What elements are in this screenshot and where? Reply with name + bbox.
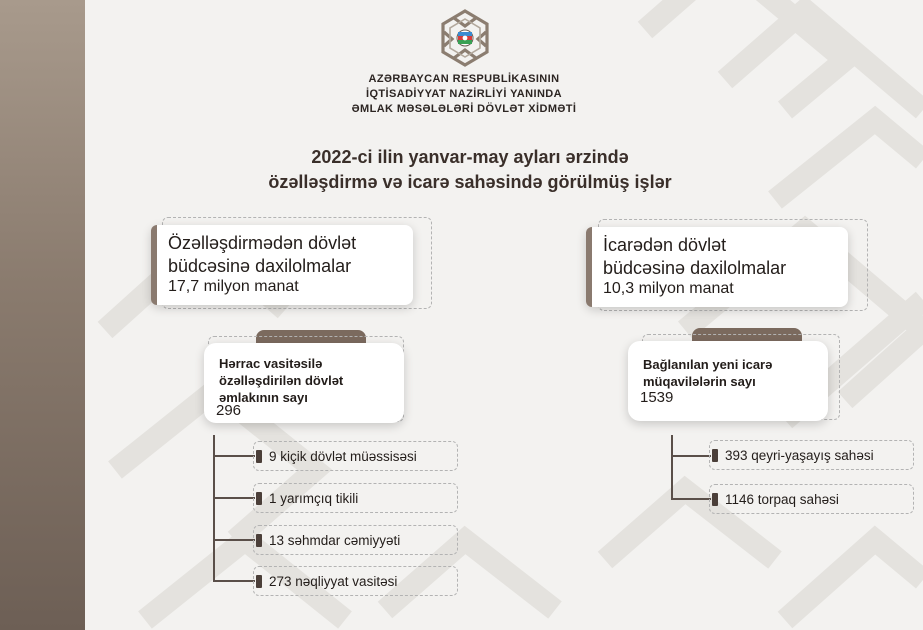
tree-branch	[213, 580, 255, 582]
lease-value: 10,3 milyon manat	[603, 280, 734, 297]
list-item	[709, 484, 914, 514]
side-band	[0, 0, 85, 630]
lease-heading-line-2: büdcəsinə daxilolmalar	[603, 258, 787, 278]
tree-branch	[671, 455, 711, 457]
tree-branch	[213, 455, 255, 457]
auction-label-line-1: Hərrac vasitəsilə	[219, 356, 323, 371]
accent-bar	[586, 227, 592, 307]
tree-connector	[213, 435, 215, 582]
bookmark-icon	[712, 493, 718, 506]
title-line-2: özəlləşdirmə və icarə sahəsində görülmüş işlər	[268, 172, 672, 192]
lease-contracts-label-line-1: Bağlanılan yeni icarə	[643, 357, 773, 372]
tree-branch	[213, 539, 255, 541]
lease-contracts-label	[643, 356, 772, 390]
tree-connector	[671, 435, 673, 500]
bookmark-icon	[712, 449, 718, 462]
lease-contracts-label-line-2: müqavilələrin sayı	[643, 374, 756, 389]
list-item	[253, 441, 458, 471]
lease-heading-line-1: İcarədən dövlət	[603, 235, 727, 255]
privatization-heading-card	[151, 225, 413, 305]
bookmark-icon	[256, 492, 262, 505]
lease-contracts-value: 1539	[640, 389, 674, 406]
list-item-label: 9 kiçik dövlət müəssisəsi	[269, 448, 417, 464]
lease-contracts-card	[628, 341, 828, 421]
list-item-label: 273 nəqliyyat vasitəsi	[269, 573, 398, 589]
list-item-label: 1146 torpaq sahəsi	[725, 491, 839, 507]
accent-bar	[151, 225, 157, 305]
tree-branch	[213, 497, 255, 499]
agency-name	[290, 72, 638, 117]
privatization-value: 17,7 milyon manat	[168, 278, 299, 295]
list-item	[253, 525, 458, 555]
auction-label-line-3: əmlakının sayı	[219, 390, 308, 405]
lease-heading-card	[586, 227, 848, 307]
list-item-label: 1 yarımçıq tikili	[269, 490, 359, 506]
page-title	[180, 145, 760, 195]
list-item-label: 13 səhmdar cəmiyyəti	[269, 532, 401, 548]
auction-value: 296	[216, 402, 242, 419]
auction-card	[204, 343, 404, 423]
list-item	[253, 483, 458, 513]
privatization-heading-line-1: Özəlləşdirmədən dövlət	[168, 233, 357, 253]
emblem-logo-icon	[434, 8, 496, 74]
lease-heading	[603, 234, 786, 280]
list-item	[253, 566, 458, 596]
tree-branch	[671, 498, 711, 500]
list-item	[709, 440, 914, 470]
bookmark-icon	[256, 450, 262, 463]
agency-line-1: AZƏRBAYCAN RESPUBLİKASININ	[368, 73, 560, 85]
auction-label	[219, 355, 343, 406]
agency-line-3: ƏMLAK MƏSƏLƏLƏRİ DÖVLƏT XİDMƏTİ	[351, 103, 577, 115]
privatization-heading	[168, 232, 356, 278]
bookmark-icon	[256, 534, 262, 547]
agency-line-2: İQTİSADİYYAT NAZİRLİYİ YANINDA	[366, 88, 562, 100]
list-item-label: 393 qeyri-yaşayış sahəsi	[725, 447, 874, 463]
auction-label-line-2: özəlləşdirilən dövlət	[219, 373, 344, 388]
bookmark-icon	[256, 575, 262, 588]
title-line-1: 2022-ci ilin yanvar-may ayları ərzində	[311, 147, 629, 167]
privatization-heading-line-2: büdcəsinə daxilolmalar	[168, 256, 352, 276]
